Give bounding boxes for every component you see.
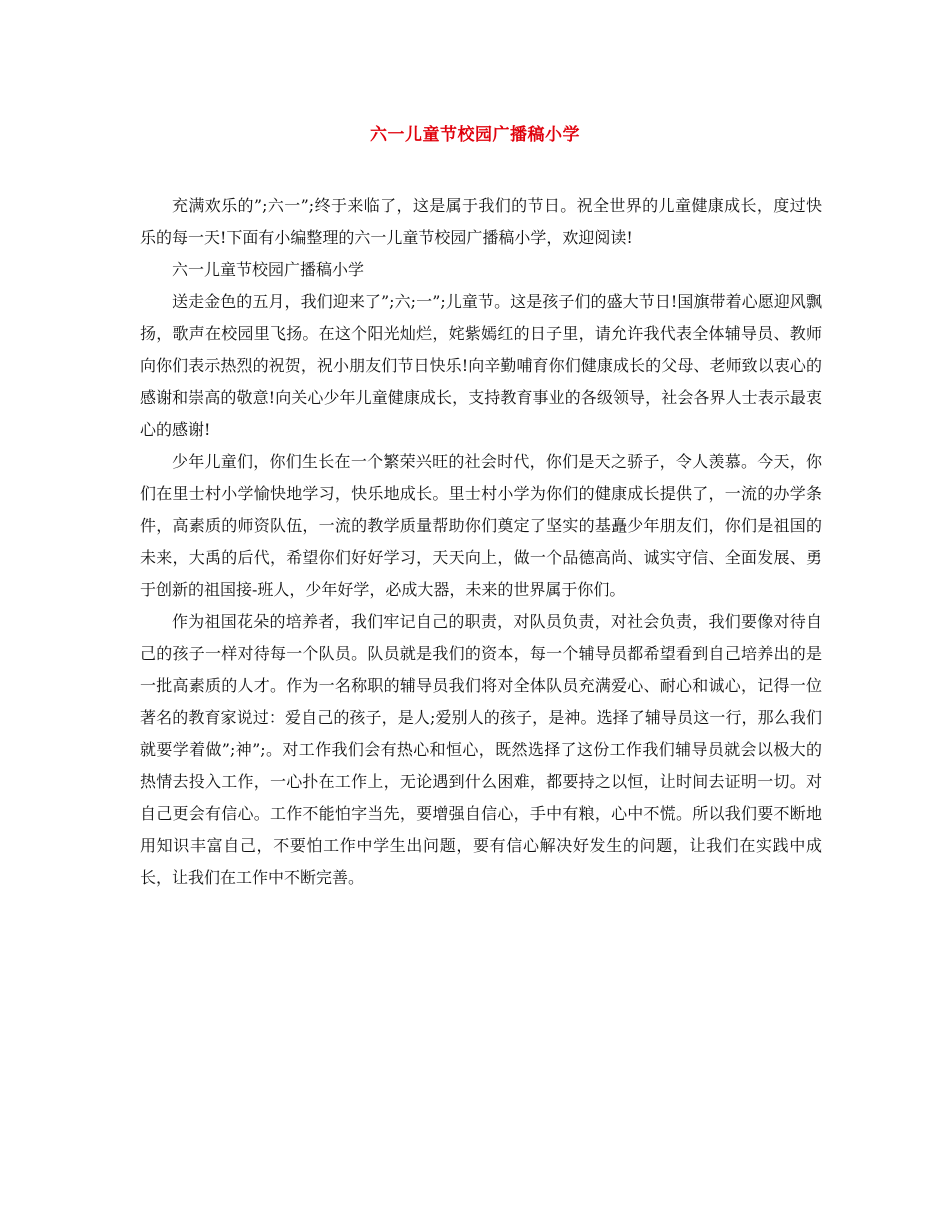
document-body bbox=[140, 190, 822, 894]
intro-paragraph: 充满欢乐的”;六一”;终于来临了，这是属于我们的节日。祝全世界的儿童健康成长，度过快乐的每一天!下面有小编整理的六一儿童节校园广播稿小学，欢迎阅读! bbox=[140, 196, 822, 247]
section-heading: 六一儿童节校园广播稿小学 bbox=[172, 260, 365, 279]
body-paragraph-3: 作为祖国花朵的培养者，我们牢记自己的职责，对队员负责，对社会负责，我们要像对待自己的孩子一样对待每一个队员。队员就是我们的资本，每一个辅导员都希望看到自己培养出的是一批高素质的人才。作为一名称职的辅导员我们将对全体队员充满爱心、耐心和诚心，记得一位著名的教育家说过：爱自己的孩子，是人;爱别人的孩子，是神。选择了辅导员这一行，那么我们就要学着做”;神”;。对工作我们会有热心和恒心，既然选择了这份工作我们辅导员就会以极大的热情去投入工作，一心扑在工作上，无论遇到什么困难，都要持之以恒，让时间去证明一切。对自己更会有信心。工作不能怕字当先，要增强自信心，手中有粮，心中不慌。所以我们要不断地用知识丰富自己，不要怕工作中学生出问题，要有信心解决好发生的问题，让我们在实践中成长，让我们在工作中不断完善。 bbox=[140, 612, 822, 887]
body-paragraph-2: 少年儿童们，你们生长在一个繁荣兴旺的社会时代，你们是天之骄子，令人羡慕。今天，你们在里士村小学愉快地学习，快乐地成长。里士村小学为你们的健康成长提供了，一流的办学条件，高素质的师资队伍，一流的教学质量帮助你们奠定了坚实的基矗少年朋友们，你们是祖国的未来，大禹的后代，希望你们好好学习，天天向上，做一个品德高尚、诚实守信、全面发展、勇于创新的祖国接-班人，少年好学，必成大器，未来的世界属于你们。 bbox=[140, 452, 822, 599]
body-paragraph-1: 送走金色的五月，我们迎来了”;六;一”;儿童节。这是孩子们的盛大节日!国旗带着心愿迎风飘扬，歌声在校园里飞扬。在这个阳光灿烂，姹紫嫣红的日子里，请允许我代表全体辅导员、教师向你们表示热烈的祝贺，祝小朋友们节日快乐!向辛勤哺育你们健康成长的父母、老师致以衷心的感谢和崇高的敬意!向关心少年儿童健康成长，支持教育事业的各级领导，社会各界人士表示最衷心的感谢! bbox=[140, 292, 822, 439]
document-title: 六一儿童节校园广播稿小学 bbox=[370, 125, 580, 145]
